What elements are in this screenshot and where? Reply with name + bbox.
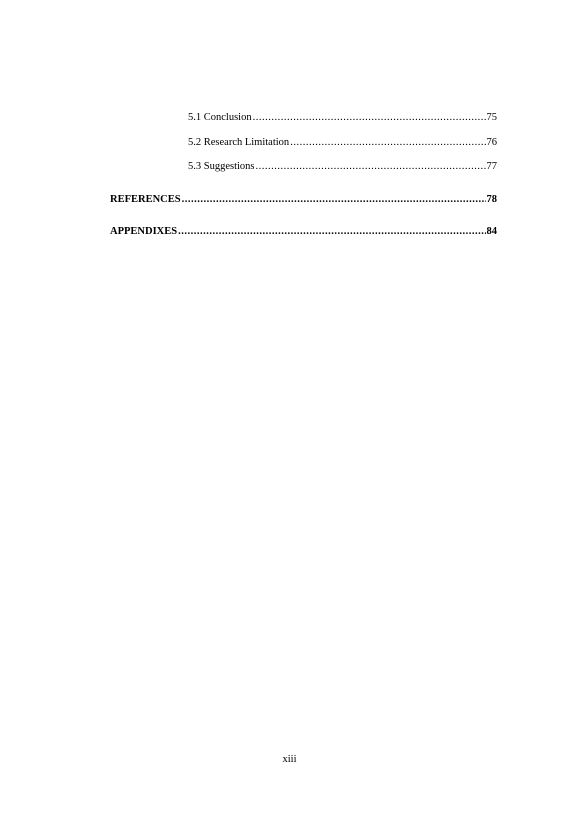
toc-leader-dots	[290, 136, 485, 149]
toc-entry-page: 84	[486, 226, 497, 237]
toc-entry-references[interactable]	[110, 193, 497, 206]
toc-entry-research-limitation[interactable]	[188, 136, 497, 149]
toc-entry-title: 5.3 Suggestions	[188, 161, 255, 172]
toc-entry-page: 77	[486, 161, 497, 172]
toc-entry-title: REFERENCES	[110, 194, 181, 205]
toc-entry-title: 5.1 Conclusion	[188, 112, 252, 123]
toc-leader-dots	[182, 193, 486, 206]
toc-entry-page: 76	[486, 137, 497, 148]
toc-leader-dots	[253, 111, 486, 124]
toc-entry-appendixes[interactable]	[110, 225, 497, 238]
toc-entry-page: 75	[486, 112, 497, 123]
toc-entry-suggestions[interactable]	[188, 160, 497, 173]
toc-entry-conclusion[interactable]	[188, 111, 497, 124]
toc-entry-title: APPENDIXES	[110, 226, 178, 237]
toc-leader-dots	[178, 225, 485, 238]
toc-leader-dots	[256, 160, 486, 173]
toc-entry-page: 78	[486, 194, 497, 205]
page-number: xiii	[282, 754, 297, 765]
toc-entry-title: 5.2 Research Limitation	[188, 137, 290, 148]
